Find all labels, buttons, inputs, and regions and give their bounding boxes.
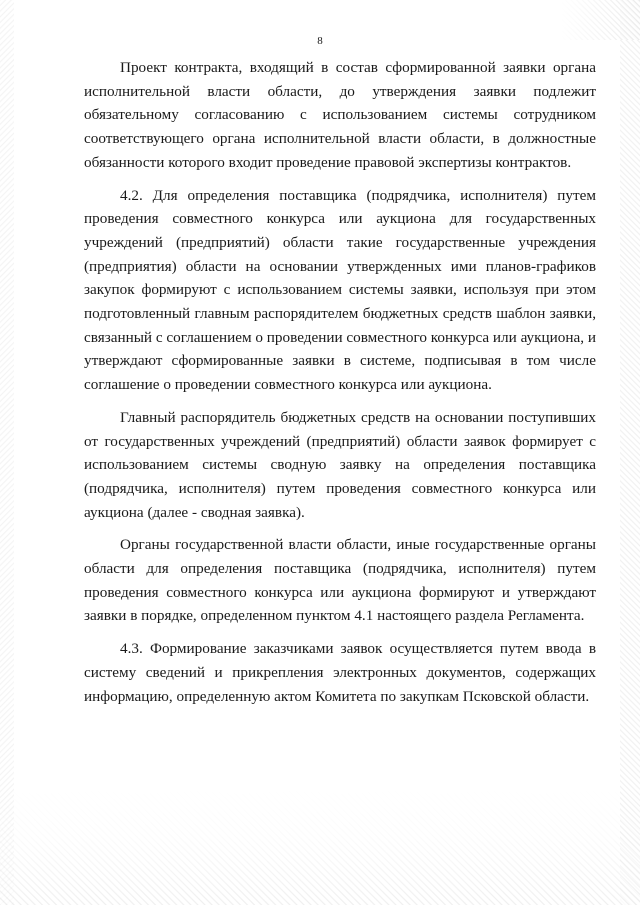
paragraph-contract-approval: Проект контракта, входящий в состав сформированной заявки органа исполнительной власти области, до утверждения заявки подлежит обязательному согласованию с использованием системы сотрудником соответствующего органа исполнительной власти области, в должностные обязанности которого входит проведение правовой экспертизы контрактов. [84, 59, 596, 171]
paragraph-4-3: 4.3. Формирование заказчиками заявок осуществляется путем ввода в систему сведений и прикрепления электронных документов, содержащих информацию, определенную актом Комитета по закупкам Псковской области. [84, 640, 596, 705]
paragraph-4-2: 4.2. Для определения поставщика (подрядчика, исполнителя) путем проведения совместного конкурса или аукциона для государственных учреждений (предприятий) области такие государственные учреждения (предприятия) области на основании утвержденных ими планов-графиков закупок формируют с использованием системы заявки, используя при этом подготовленный главным распорядителем бюджетных средств шаблон заявки, связанный с соглашением о проведении совместного конкурса или аукциона, и утверждают сформированные заявки в системе, подписывая в том числе соглашение о проведении совместного конкурса или аукциона. [84, 186, 596, 394]
paragraph-consolidated-application: Главный распорядитель бюджетных средств на основании поступивших от государственных учреждений (предприятий) области заявок формирует с использованием системы сводную заявку на определения поставщика (подрядчика, исполнителя) путем проведения совместного конкурса или аукциона (далее - сводная заявка). [84, 408, 596, 521]
page-number: 8 [317, 35, 323, 47]
scan-edge-left [0, 0, 14, 905]
scan-edge-bottom [0, 785, 640, 905]
paragraph-state-bodies: Органы государственной власти области, иные государственные органы области для определения поставщика (подрядчика, исполнителя) путем проведения совместного конкурса или аукциона формируют и утверждают заявки в порядке, определенном пунктом 4.1 настоящего раздела Регламента. [84, 536, 596, 625]
scan-edge-right [620, 0, 640, 905]
document-body [84, 56, 596, 717]
